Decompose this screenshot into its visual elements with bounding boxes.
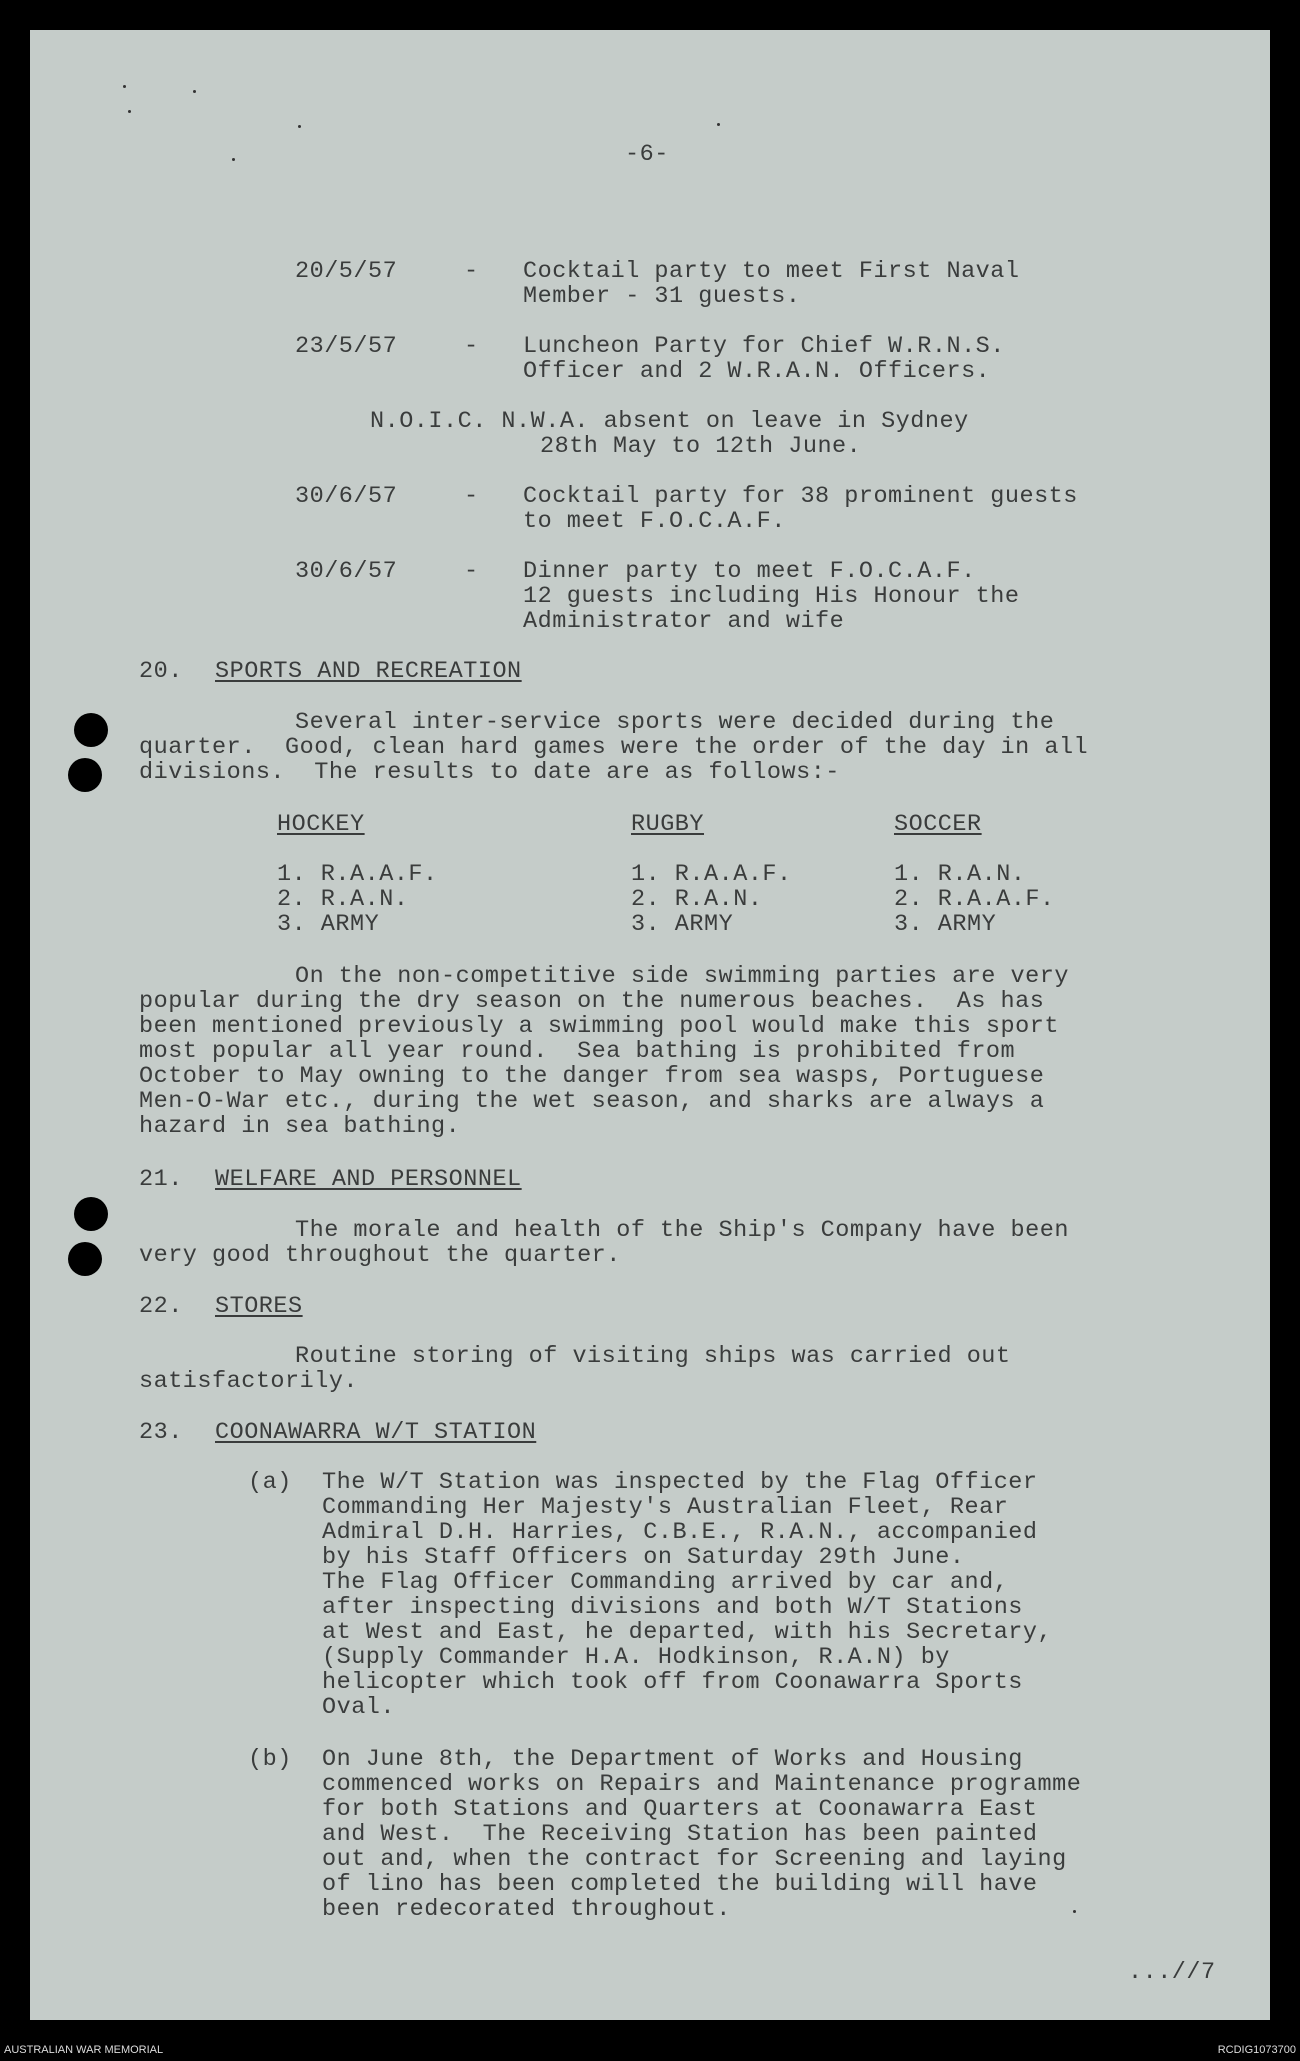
engagement-line: Dinner party to meet F.O.C.A.F. bbox=[523, 558, 976, 585]
section-heading: COONAWARRA W/T STATION bbox=[215, 1419, 537, 1446]
item-line: at West and East, he departed, with his Secretary, bbox=[322, 1619, 1053, 1646]
engagement-dash: - bbox=[464, 258, 479, 285]
engagement-dash: - bbox=[464, 483, 479, 510]
engagement-date: 23/5/57 bbox=[295, 333, 398, 360]
result-entry: 3. ARMY bbox=[894, 911, 997, 938]
item-label: (b) bbox=[248, 1746, 292, 1773]
paragraph-line: hazard in sea bathing. bbox=[139, 1113, 461, 1140]
item-line: commenced works on Repairs and Maintenance programme bbox=[322, 1771, 1082, 1798]
leave-note: N.O.I.C. N.W.A. absent on leave in Sydney bbox=[370, 408, 969, 435]
item-line: On June 8th, the Department of Works and Housing bbox=[322, 1746, 1023, 1773]
speck bbox=[123, 85, 126, 88]
item-line: out and, when the contract for Screening and laying bbox=[322, 1846, 1067, 1873]
engagement-date: 20/5/57 bbox=[295, 258, 398, 285]
paragraph-line: Routine storing of visiting ships was carried out bbox=[295, 1343, 1011, 1370]
continuation-marker: ...//7 bbox=[1128, 1959, 1216, 1986]
leave-note: 28th May to 12th June. bbox=[540, 433, 862, 460]
sport-heading: HOCKEY bbox=[277, 811, 365, 838]
result-entry: 3. ARMY bbox=[277, 911, 380, 938]
engagement-line: 12 guests including His Honour the bbox=[523, 583, 1020, 610]
engagement-line: to meet F.O.C.A.F. bbox=[523, 508, 786, 535]
paragraph-line: most popular all year round. Sea bathing is prohibited from bbox=[139, 1038, 1016, 1065]
item-line: by his Staff Officers on Saturday 29th June. bbox=[322, 1544, 965, 1571]
speck bbox=[128, 110, 131, 113]
section-number: 20. bbox=[139, 658, 183, 685]
footer-archive-name: AUSTRALIAN WAR MEMORIAL bbox=[4, 2044, 164, 2056]
engagement-line: Cocktail party for 38 prominent guests bbox=[523, 483, 1078, 510]
paragraph-line: popular during the dry season on the numerous beaches. As has bbox=[139, 988, 1045, 1015]
paragraph-line: been mentioned previously a swimming pool would make this sport bbox=[139, 1013, 1059, 1040]
paragraph-line: On the non-competitive side swimming parties are very bbox=[295, 963, 1069, 990]
speck bbox=[232, 158, 235, 161]
footer-record-id: RCDIG1073700 bbox=[1217, 2044, 1296, 2056]
paragraph-line: The morale and health of the Ship's Company have been bbox=[295, 1217, 1069, 1244]
engagement-line: Administrator and wife bbox=[523, 608, 845, 635]
sport-heading: SOCCER bbox=[894, 811, 982, 838]
punch-hole bbox=[68, 1242, 102, 1276]
page-number: -6- bbox=[625, 141, 669, 168]
section-heading: STORES bbox=[215, 1293, 303, 1320]
section-heading: WELFARE AND PERSONNEL bbox=[215, 1166, 522, 1193]
paragraph-line: Several inter-service sports were decided during the bbox=[295, 709, 1055, 736]
paragraph-line: Men-O-War etc., during the wet season, and sharks are always a bbox=[139, 1088, 1045, 1115]
item-line: Oval. bbox=[322, 1694, 396, 1721]
engagement-line: Member - 31 guests. bbox=[523, 283, 801, 310]
speck bbox=[717, 123, 720, 126]
sport-heading: RUGBY bbox=[631, 811, 705, 838]
item-label: (a) bbox=[248, 1469, 292, 1496]
paragraph-line: very good throughout the quarter. bbox=[139, 1242, 621, 1269]
punch-hole bbox=[68, 758, 102, 792]
result-entry: 2. R.A.A.F. bbox=[894, 886, 1055, 913]
item-line: of lino has been completed the building will have bbox=[322, 1871, 1038, 1898]
punch-hole bbox=[74, 713, 108, 747]
paragraph-line: satisfactorily. bbox=[139, 1368, 359, 1395]
section-number: 21. bbox=[139, 1166, 183, 1193]
result-entry: 1. R.A.A.F. bbox=[277, 861, 438, 888]
engagement-date: 30/6/57 bbox=[295, 558, 398, 585]
item-line: and West. The Receiving Station has been painted bbox=[322, 1821, 1038, 1848]
result-entry: 2. R.A.N. bbox=[277, 886, 409, 913]
paragraph-line: divisions. The results to date are as follows:- bbox=[139, 759, 840, 786]
result-entry: 1. R.A.A.F. bbox=[631, 861, 792, 888]
paragraph-line: quarter. Good, clean hard games were the order of the day in all bbox=[139, 734, 1089, 761]
paragraph-line: October to May owning to the danger from sea wasps, Portuguese bbox=[139, 1063, 1045, 1090]
item-line: The Flag Officer Commanding arrived by car and, bbox=[322, 1569, 1009, 1596]
engagement-line: Cocktail party to meet First Naval bbox=[523, 258, 1020, 285]
item-line: Commanding Her Majesty's Australian Fleet, Rear bbox=[322, 1494, 1009, 1521]
item-line: after inspecting divisions and both W/T Stations bbox=[322, 1594, 1023, 1621]
item-line: for both Stations and Quarters at Coonawarra East bbox=[322, 1796, 1038, 1823]
item-line: helicopter which took off from Coonawarra Sports bbox=[322, 1669, 1023, 1696]
result-entry: 2. R.A.N. bbox=[631, 886, 763, 913]
section-heading: SPORTS AND RECREATION bbox=[215, 658, 522, 685]
speck bbox=[193, 90, 196, 93]
engagement-dash: - bbox=[464, 333, 479, 360]
item-line: The W/T Station was inspected by the Flag Officer bbox=[322, 1469, 1038, 1496]
punch-hole bbox=[74, 1197, 108, 1231]
speck bbox=[1073, 1910, 1076, 1913]
result-entry: 1. R.A.N. bbox=[894, 861, 1026, 888]
section-number: 22. bbox=[139, 1293, 183, 1320]
engagement-line: Officer and 2 W.R.A.N. Officers. bbox=[523, 358, 991, 385]
result-entry: 3. ARMY bbox=[631, 911, 734, 938]
engagement-line: Luncheon Party for Chief W.R.N.S. bbox=[523, 333, 1005, 360]
engagement-dash: - bbox=[464, 558, 479, 585]
speck bbox=[298, 125, 301, 128]
item-line: been redecorated throughout. bbox=[322, 1896, 731, 1923]
item-line: Admiral D.H. Harries, C.B.E., R.A.N., accompanied bbox=[322, 1519, 1038, 1546]
engagement-date: 30/6/57 bbox=[295, 483, 398, 510]
section-number: 23. bbox=[139, 1419, 183, 1446]
item-line: (Supply Commander H.A. Hodkinson, R.A.N) by bbox=[322, 1644, 950, 1671]
